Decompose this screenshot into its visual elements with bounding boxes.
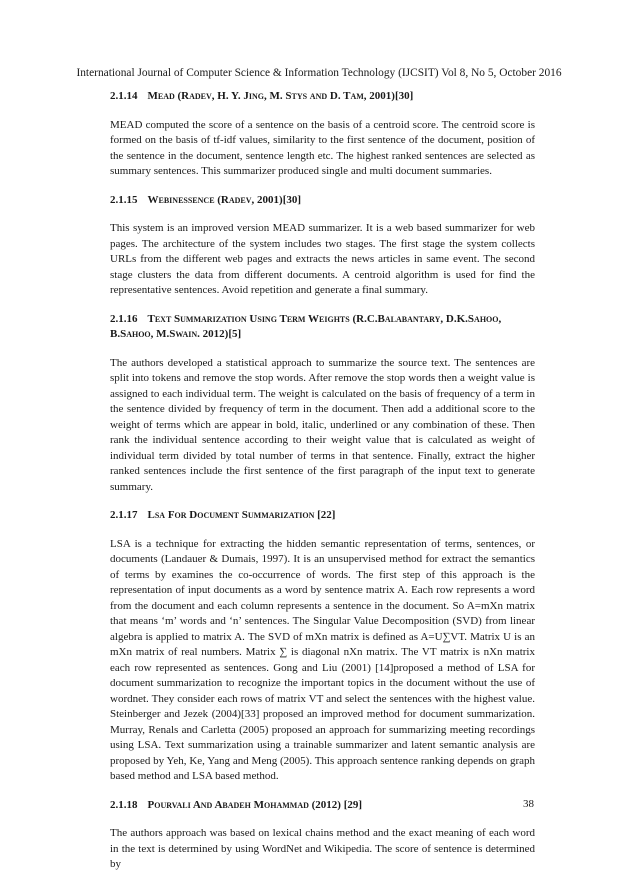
section-number: 2.1.14: [110, 90, 138, 102]
section-paragraph-2-1-15: This system is an improved version MEAD summarizer. It is a web based summarizer for web pages. The architecture of the system includes two stages. The first stage the system collects URLs from the different web pages and extracts the news articles in same event. The second stage clusters the data from different documents. A centroid algorithm is used for find the representative sentences. Avoid repetition and generate a final summary.: [110, 222, 535, 296]
section-paragraph-2-1-17: LSA is a technique for extracting the hidden semantic representation of terms, sentences, or documents (Landauer & Dumais, 1997). It is an unsupervised method for extract the semantics of terms by examines the co-occurrence of words. The first step of this approach is the representation of input documents as a word by sentence matrix A. Each row represents a word from the document and each column represents a sentence in the document. So A=mXn matrix that means ‘m’ words and ‘n’ sentences. The Singular Value Decomposition (SVD) from linear algebra is applied to matrix A. The SVD of mXn matrix is defined as A=U∑VT. Matrix U is an mXn matrix of real numbers. Matrix ∑ is diagonal nXn matrix. The VT matrix is nXn matrix each row represented as sentences. Gong and Liu (2001) [14]proposed a method of LSA for document summarization to recognize the important topics in the document without the use of wordnet. They consider each rows of matrix VT and select the sentences with the highest value. Steinberger and Jezek (2004)[33] proposed an improved method for document summarization. Murray, Renals and Carletta (2005) proposed an approach for summarizing meeting recordings using LSA. Text summarization using a trainable summarizer and latent semantic analysis are proposed by Yeh, Ke, Yang and Meng (2005). This approach sentence ranking depends on graph based method and LSA based method.: [110, 537, 535, 782]
section-heading-2-1-14: [110, 89, 535, 105]
section-title: Pourvali And Abadeh Mohammad (2012) [29]: [147, 798, 363, 811]
section-number: 2.1.17: [110, 509, 138, 521]
page-number: 38: [523, 798, 534, 810]
section-paragraph-2-1-16: The authors developed a statistical approach to summarize the source text. The sentences are split into tokens and remove the stop words. After remove the stop words then a weight value is assigned to each individual term. The weight is calculated on the basis of frequency of a term in the sentence divided by frequency of term in the document. Then add a additional score to the weight of terms which are appear in bold, italic, underlined or any combination of these. Then rank the individual sentence according to their weight value that is calculated as weight of individual term divided by total number of terms in that sentence. Finally, extract the higher ranked sentences include the first sentence of the first paragraph of the input text to generate summary.: [110, 356, 535, 493]
section-paragraph-2-1-18: The authors approach was based on lexical chains method and the exact meaning of each word in the text is determined by using WordNet and Wikipedia. The score of sentence is determined by: [110, 827, 535, 870]
section-heading-2-1-15: [110, 193, 535, 209]
section-title: Lsa For Document Summarization [22]: [147, 509, 336, 521]
section-heading-2-1-17: [110, 508, 535, 524]
section-number: 2.1.16: [110, 312, 138, 325]
section-heading-2-1-16: [110, 312, 535, 343]
section-number: 2.1.15: [110, 193, 138, 206]
section-paragraph-2-1-14: MEAD computed the score of a sentence on the basis of a centroid score. The centroid score is formed on the basis of tf-idf values, similarity to the first sentence of the document, position of the sentence in the document, sentence length etc. The highest ranked sentences are selected as summary sentences. This summarizer produced single and multi document summaries.: [110, 118, 535, 177]
section-title: Webinessence (Radev, 2001)[30]: [147, 193, 302, 206]
section-title: Mead (Radev, H. Y. Jing, M. Stys and D. Tam, 2001)[30]: [147, 90, 414, 102]
running-header: International Journal of Computer Science & Information Technology (IJCSIT) Vol 8, No 5, October 2016: [76, 67, 562, 79]
section-number: 2.1.18: [110, 798, 138, 811]
section-heading-2-1-18: [110, 798, 535, 814]
section-title: Text Summarization Using Term Weights (R.C.Balabantary, D.K.Sahoo, B.Sahoo, M.Swain. 2012)[5]: [110, 312, 502, 340]
page-body: [110, 89, 535, 873]
